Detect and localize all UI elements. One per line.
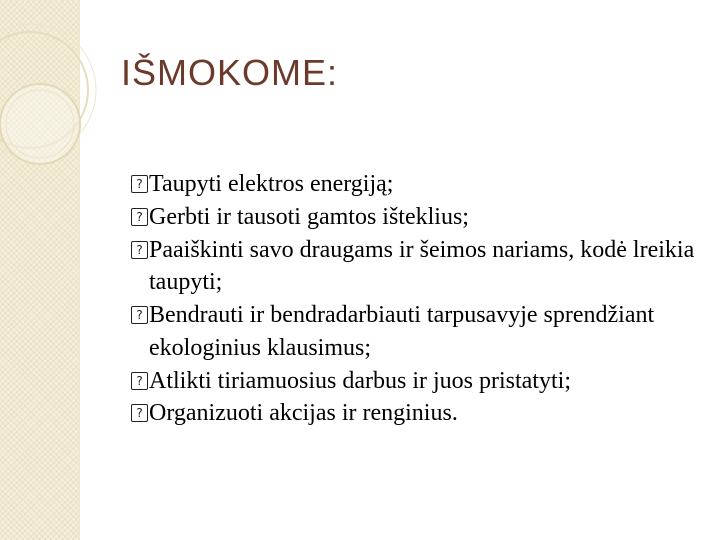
bullet-list (131, 168, 701, 430)
bullet-text: Taupyti elektros energiją; (149, 171, 394, 197)
bullet-text: Atlikti tiriamuosius darbus ir juos pristatyti; (149, 367, 571, 394)
missing-glyph-box-icon (131, 175, 148, 193)
slide-title: IŠMOKOME: (121, 52, 339, 93)
bullet-item (131, 168, 701, 201)
bullet-item (131, 234, 701, 299)
missing-glyph-box-icon (131, 372, 148, 390)
missing-glyph-box-icon (131, 241, 148, 259)
bullet-item (131, 201, 701, 234)
bullet-text: Paaiškinti savo draugams ir šeimos nariams, kodė lreikia taupyti; (149, 236, 695, 296)
missing-glyph-box-icon (131, 306, 148, 324)
missing-glyph-box-icon (131, 208, 148, 226)
bullet-text: Organizuoti akcijas ir renginius. (149, 400, 458, 427)
bullet-text: Gerbti ir tausoti gamtos išteklius; (149, 203, 469, 230)
bullet-item (131, 397, 701, 430)
missing-glyph-box-icon (131, 404, 148, 422)
bullet-text: Bendrauti ir bendradarbiauti tarpusavyje sprendžiant ekologinius klausimus; (149, 302, 655, 361)
bullet-item (131, 365, 701, 398)
decorative-circles (0, 0, 140, 210)
bullet-item (131, 299, 701, 364)
